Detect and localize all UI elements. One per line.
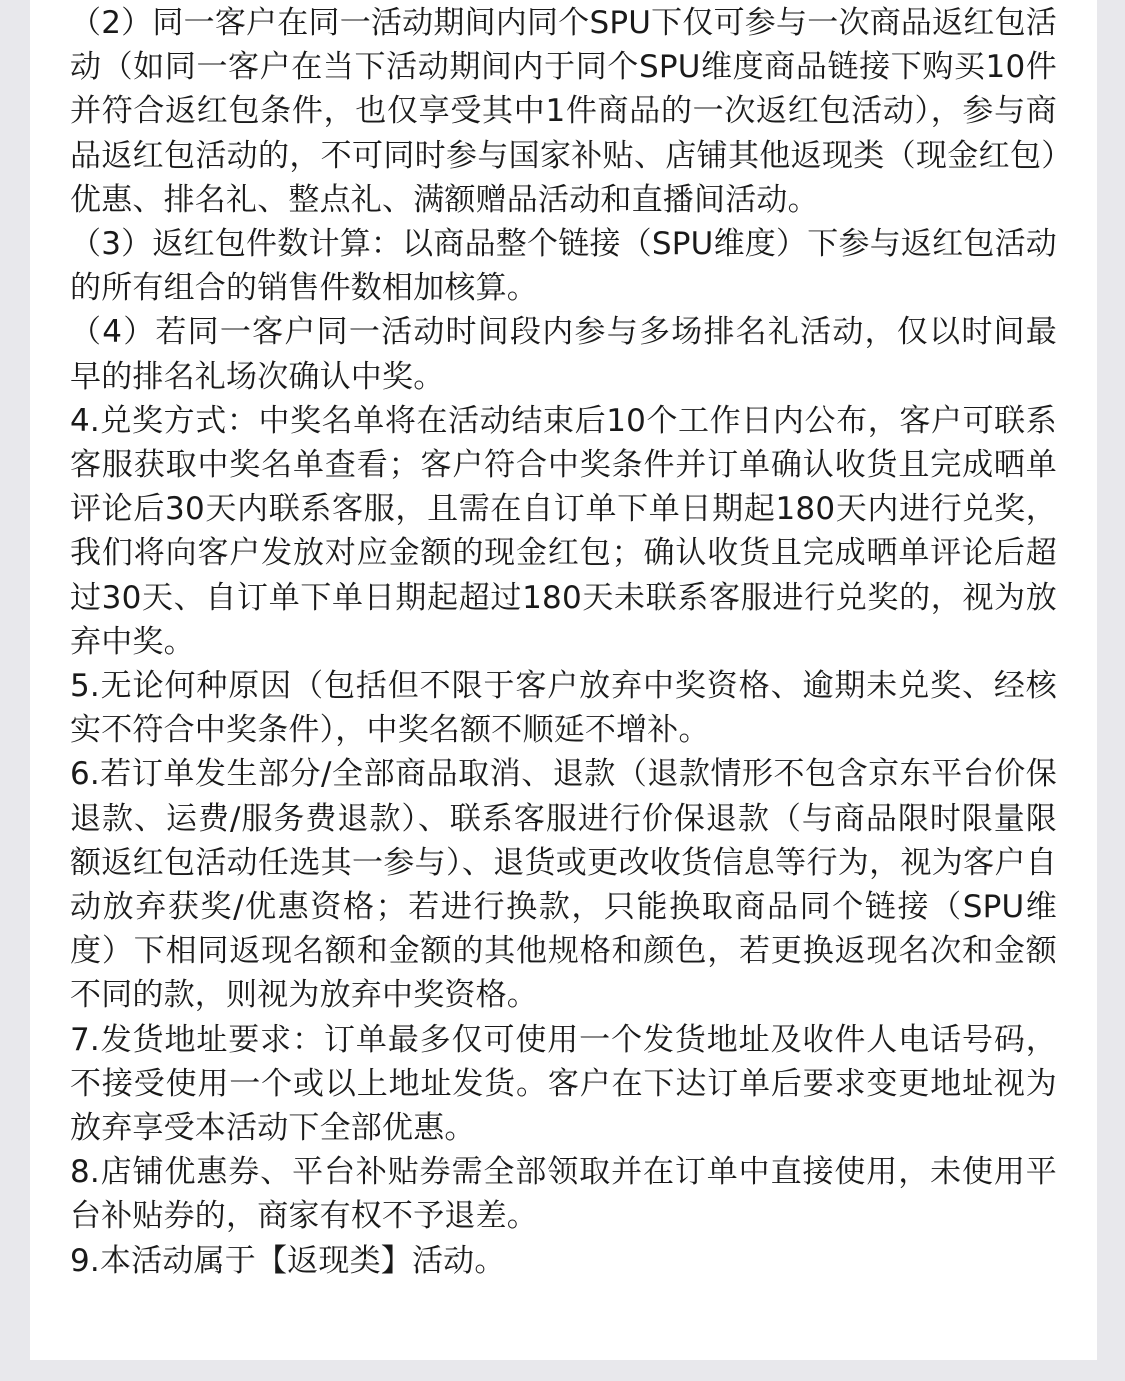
rules-card — [30, 0, 1097, 1360]
rule-item-4: （4）若同一客户同一活动时间段内参与多场排名礼活动，仅以时间最早的排名礼场次确认中奖。 — [70, 314, 1057, 395]
rule-coupons: 8.店铺优惠券、平台补贴券需全部领取并在订单中直接使用，未使用平台补贴券的，商家有权不予退差。 — [70, 1154, 1057, 1235]
rule-order-cancellation: 6.若订单发生部分/全部商品取消、退款（退款情形不包含京东平台价保退款、运费/服务费退款）、联系客服进行价保退款（与商品限时限量限额返红包活动任选其一参与）、退货或更改收货信息等行为，视为客户自动放弃获奖/优惠资格；若进行换款，只能换取商品同个链接（SPU维度）下相同返现名额和金额的其他规格和颜色，若更换返现名次和金额不同的款，则视为放弃中奖资格。 — [70, 756, 1057, 1014]
rule-item-2: （2）同一客户在同一活动期间内同个SPU下仅可参与一次商品返红包活动（如同一客户在当下活动期间内于同个SPU维度商品链接下购买10件并符合返红包条件，也仅享受其中1件商品的一次返红包活动），参与商品返红包活动的，不可同时参与国家补贴、店铺其他返现类（现金红包）优惠、排名礼、整点礼、满额赠品活动和直播间活动。 — [70, 5, 1057, 218]
rule-no-reissue: 5.无论何种原因（包括但不限于客户放弃中奖资格、逾期未兑奖、经核实不符合中奖条件），中奖名额不顺延不增补。 — [70, 668, 1057, 749]
rule-shipping-address: 7.发货地址要求：订单最多仅可使用一个发货地址及收件人电话号码，不接受使用一个或以上地址发货。客户在下达订单后要求变更地址视为放弃享受本活动下全部优惠。 — [70, 1021, 1057, 1147]
rules-list — [70, 1, 1057, 1283]
rule-activity-type: 9.本活动属于【返现类】活动。 — [70, 1242, 506, 1279]
rule-item-3: （3）返红包件数计算：以商品整个链接（SPU维度）下参与返红包活动的所有组合的销售件数相加核算。 — [70, 226, 1057, 307]
rule-redemption-method: 4.兑奖方式：中奖名单将在活动结束后10个工作日内公布，客户可联系客服获取中奖名单查看；客户符合中奖条件并订单确认收货且完成晒单评论后30天内联系客服，且需在自订单下单日期起180天内进行兑奖，我们将向客户发放对应金额的现金红包；确认收货且完成晒单评论后超过30天、自订单下单日期起超过180天未联系客服进行兑奖的，视为放弃中奖。 — [70, 402, 1057, 660]
